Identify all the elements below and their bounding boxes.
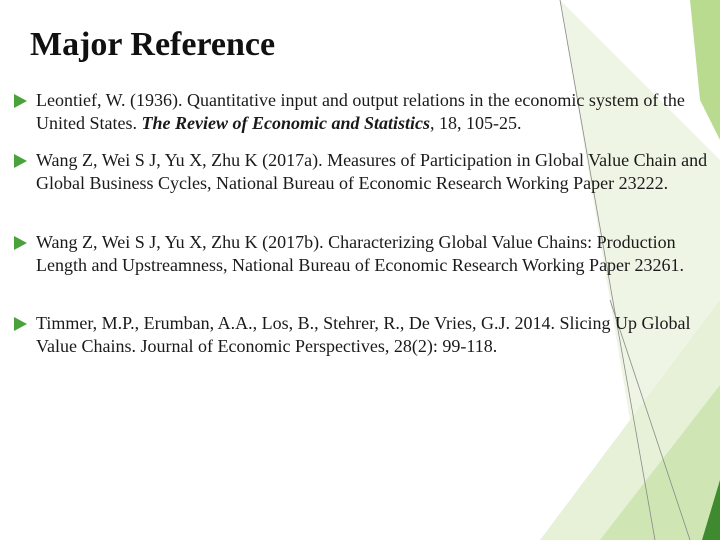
page-title: Major Reference xyxy=(30,26,276,63)
reference-item xyxy=(10,149,710,194)
reference-text: Timmer, M.P., Erumban, A.A., Los, B., Stehrer, R., De Vries, G.J. 2014. Slicing Up Global Value Chains. Journal of Economic Perspectives, 28(2): 99-118. xyxy=(36,313,691,356)
triangle-bullet-icon xyxy=(14,154,27,168)
reference-text: Wang Z, Wei S J, Yu X, Zhu K (2017b). Characterizing Global Value Chains: Production Length and Upstreamness, National Bureau of Economic Research Working Paper 23261. xyxy=(36,232,685,275)
journal-title: The Review of Economic and Statistics xyxy=(141,112,430,133)
triangle-bullet-icon xyxy=(14,236,27,250)
reference-text: Wang Z, Wei S J, Yu X, Zhu K (2017a). Measures of Participation in Global Value Chain and Global Business Cycles, National Bureau of Economic Research Working Paper 23222. xyxy=(36,150,708,193)
reference-item xyxy=(10,89,710,134)
reference-text-pre: Leontief, W. (1936). Quantitative input and output relations in the economic system of the United States. xyxy=(36,90,685,133)
reference-text xyxy=(36,89,708,134)
reference-item xyxy=(10,231,710,276)
triangle-bullet-icon xyxy=(14,94,27,108)
reference-text-post: , 18, 105-25. xyxy=(430,112,522,133)
triangle-bullet-icon xyxy=(14,317,27,331)
reference-item xyxy=(10,312,710,357)
